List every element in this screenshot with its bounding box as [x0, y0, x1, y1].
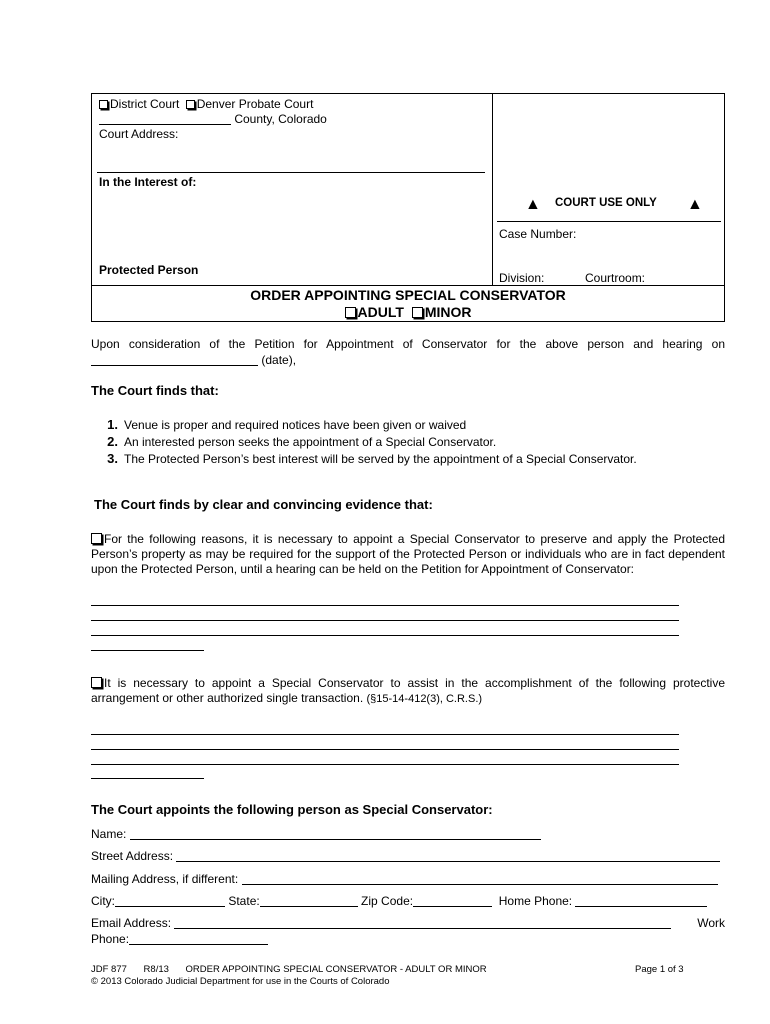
- court-address-line: [97, 172, 485, 173]
- intro-text: Upon consideration of the Petition for Appointment of Conservator for the above person and hearing on: [91, 337, 725, 351]
- street-row: [91, 848, 725, 864]
- page-number: Page 1 of 3: [635, 964, 684, 975]
- reason-line-3[interactable]: [91, 635, 679, 636]
- state-label: State:: [228, 894, 260, 908]
- reason-line-1[interactable]: [91, 605, 679, 606]
- zip-label: Zip Code:: [361, 894, 414, 908]
- name-label: Name:: [91, 827, 127, 841]
- copyright: © 2013 Colorado Judicial Department for use in the Courts of Colorado: [91, 976, 390, 987]
- name-row: [91, 826, 725, 842]
- street-field[interactable]: [176, 849, 720, 862]
- evidence-option-2: [91, 676, 725, 707]
- minor-label: MINOR: [424, 304, 472, 320]
- mailing-label: Mailing Address, if different:: [91, 872, 239, 886]
- form-title: ORDER APPOINTING SPECIAL CONSERVATOR - ADULT OR MINOR: [185, 964, 487, 975]
- name-field[interactable]: [130, 827, 541, 840]
- court-use-line: [497, 221, 721, 222]
- option-1-checkbox[interactable]: [91, 533, 102, 544]
- option-2-text: It is necessary to appoint a Special Conservator to assist in the accomplishment of the following protective arrangement or other authorized single transaction.: [91, 676, 725, 705]
- district-court-checkbox[interactable]: [99, 100, 108, 109]
- footer-line-1: [91, 964, 487, 975]
- mailing-field[interactable]: [242, 872, 718, 885]
- division-label: Division:: [499, 271, 545, 285]
- courtroom-label: Courtroom:: [585, 271, 646, 285]
- court-use-arrow-right-icon: ▲: [687, 196, 703, 213]
- reason-line-4[interactable]: [91, 650, 204, 651]
- option-1-text: For the following reasons, it is necessary to appoint a Special Conservator to preserve and apply the Protected Person’s property as may be required for the support of the Protected Person or individuals who are in fact dependent upon the Protected Person, until a hearing can be held on the Petition for Appointment of Conservator:: [91, 532, 725, 576]
- work-phone-label: Phone:: [91, 932, 130, 946]
- denver-probate-checkbox[interactable]: [186, 100, 195, 109]
- work-phone-row: [91, 931, 725, 947]
- court-address-label: Court Address:: [99, 127, 179, 141]
- city-field[interactable]: [115, 894, 225, 907]
- form-id: JDF 877: [91, 964, 127, 975]
- home-phone-field[interactable]: [575, 894, 707, 907]
- email-field[interactable]: [174, 916, 671, 929]
- county-suffix: County, Colorado: [234, 112, 327, 126]
- reason-line-2[interactable]: [91, 620, 679, 621]
- finding-item: 2. An interested person seeks the appointment of a Special Conservator.: [107, 434, 497, 449]
- hearing-date-row: [91, 353, 296, 368]
- caption-divider: [492, 93, 493, 286]
- county-row: [99, 112, 327, 127]
- work-label: Work: [697, 916, 725, 930]
- email-label: Email Address:: [91, 916, 172, 930]
- zip-field[interactable]: [413, 894, 492, 907]
- court-use-only-label: COURT USE ONLY: [555, 197, 657, 209]
- appoint-heading: The Court appoints the following person as Special Conservator:: [91, 802, 493, 817]
- evidence-heading: The Court finds by clear and convincing evidence that:: [94, 497, 433, 512]
- transaction-line-3[interactable]: [91, 764, 679, 765]
- email-row: [91, 915, 725, 931]
- form-revision: R8/13: [143, 964, 169, 975]
- street-label: Street Address:: [91, 849, 174, 863]
- home-phone-label: Home Phone:: [498, 894, 573, 908]
- court-use-arrow-left-icon: ▲: [525, 196, 541, 213]
- findings-heading: The Court finds that:: [91, 383, 219, 398]
- hearing-date-label: (date),: [261, 353, 297, 367]
- city-row: [91, 893, 725, 909]
- city-label: City:: [91, 894, 115, 908]
- adult-checkbox[interactable]: [345, 307, 356, 318]
- transaction-line-1[interactable]: [91, 734, 679, 735]
- evidence-option-1: [91, 532, 725, 577]
- case-number-label: Case Number:: [499, 227, 577, 241]
- denver-probate-label: Denver Probate Court: [196, 97, 314, 111]
- option-2-checkbox[interactable]: [91, 677, 102, 688]
- minor-checkbox[interactable]: [412, 307, 423, 318]
- work-phone-field[interactable]: [129, 932, 268, 945]
- court-type-row: [99, 97, 313, 112]
- mailing-row: [91, 871, 725, 887]
- county-blank[interactable]: [99, 112, 231, 125]
- adult-label: ADULT: [357, 304, 404, 320]
- district-court-label: District Court: [110, 97, 180, 111]
- option-2-citation: (§15-14-412(3), C.R.S.): [366, 693, 483, 705]
- state-field[interactable]: [260, 894, 358, 907]
- interest-label: In the Interest of:: [99, 175, 197, 189]
- transaction-line-4[interactable]: [91, 778, 204, 779]
- transaction-line-2[interactable]: [91, 749, 679, 750]
- page-title: ORDER APPOINTING SPECIAL CONSERVATOR: [250, 287, 566, 303]
- title-separator: [91, 285, 725, 286]
- adult-minor-row: [91, 304, 725, 320]
- hearing-date-blank[interactable]: [91, 353, 258, 366]
- finding-item: 1. Venue is proper and required notices have been given or waived: [107, 417, 467, 432]
- finding-item: 3. The Protected Person’s best interest will be served by the appointment of a Special Conservator.: [107, 451, 637, 466]
- protected-person-label: Protected Person: [99, 263, 199, 277]
- findings-list: [96, 417, 637, 468]
